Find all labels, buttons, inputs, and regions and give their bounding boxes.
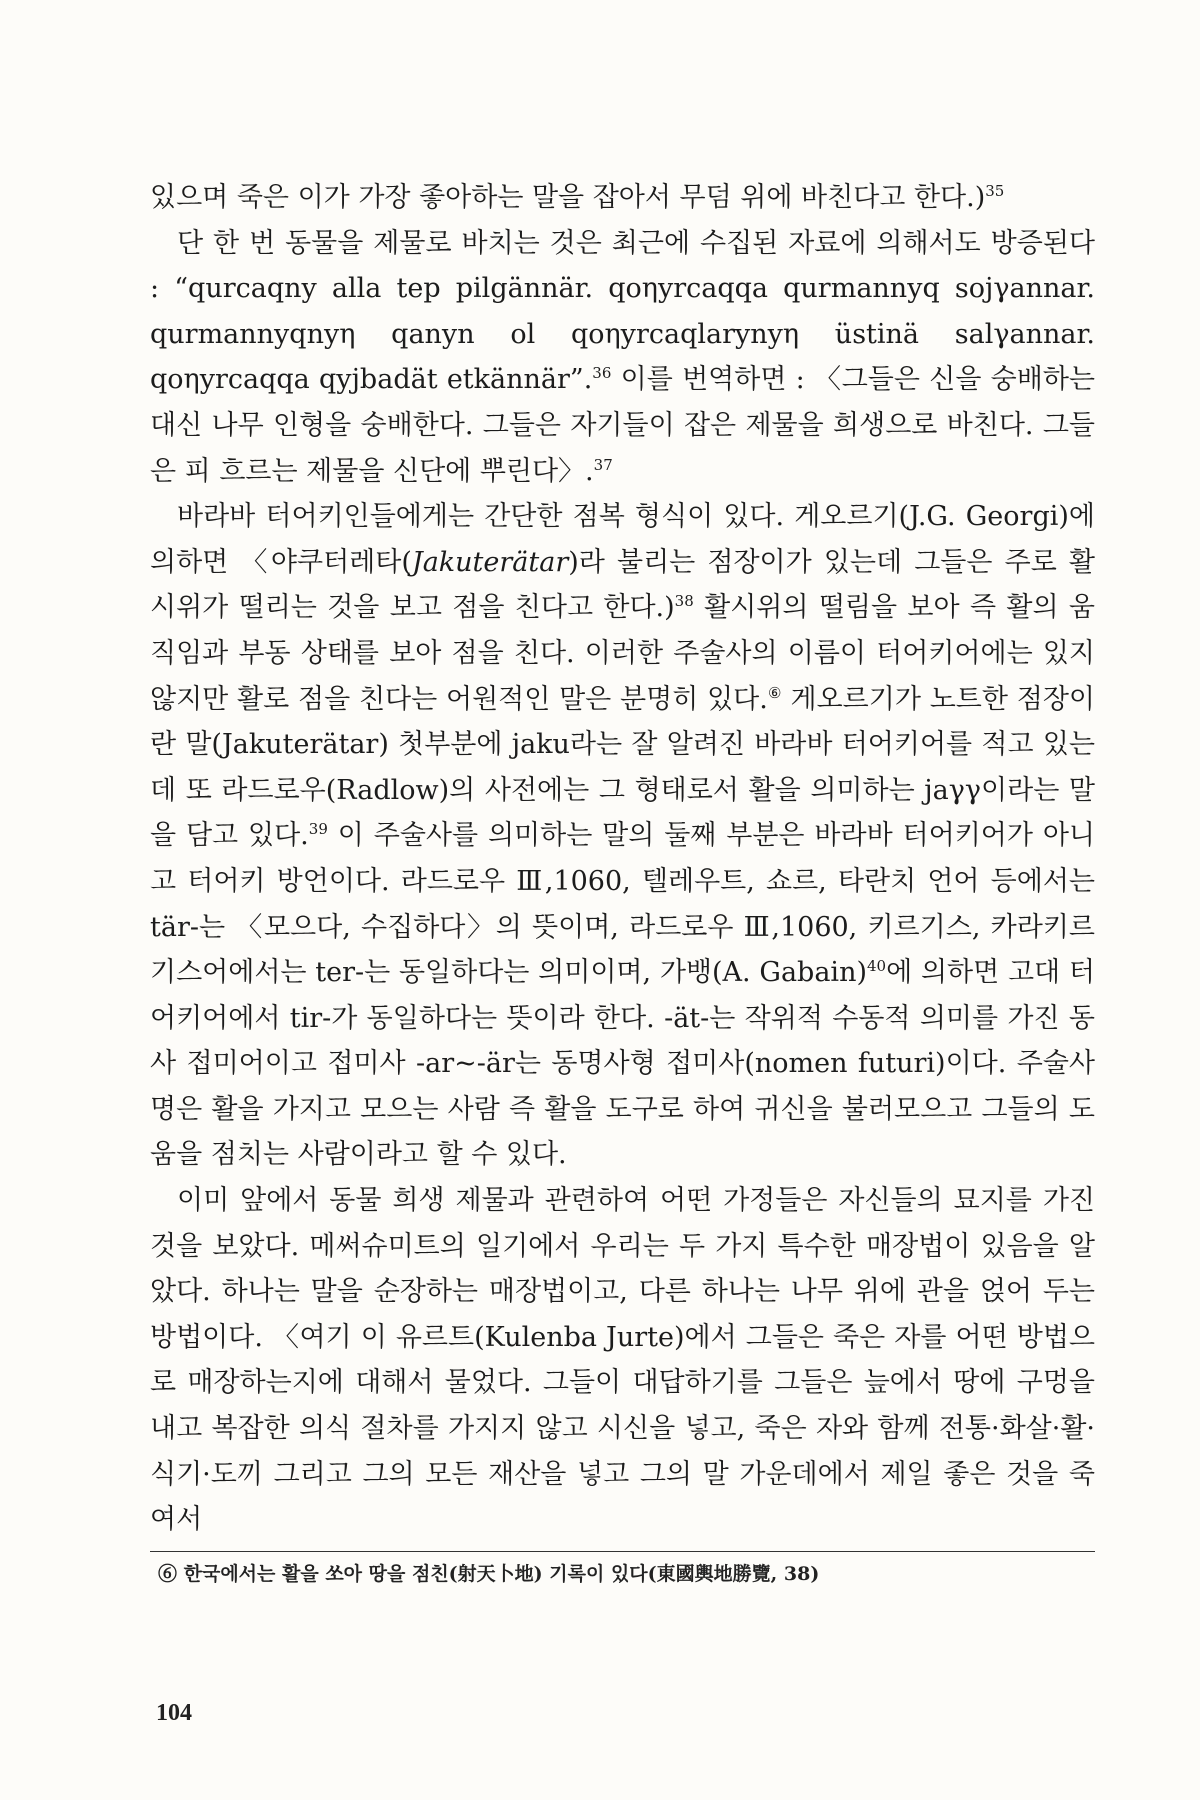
footnote-reference: 37 xyxy=(593,455,613,474)
text-run: 있으며 죽은 이가 가장 좋아하는 말을 잡아서 무덤 위에 바친다고 한다.) xyxy=(150,182,986,213)
paragraph xyxy=(150,175,1095,221)
footnote-divider xyxy=(150,1551,1095,1552)
text-run: )라 불리는 점장이가 있는데 그들은 주로 활 시위가 떨리는 것을 보고 점을 친다고 한다.) xyxy=(150,546,1095,624)
text-run: 이미 앞에서 동물 희생 제물과 관련하여 어떤 가정들은 자신들의 묘지를 가진 것을 보았다. 메써슈미트의 일기에서 우리는 두 가지 특수한 매장법이 있음을 알았다. 하나는 말을 순장하는 매장법이고, 다른 하나는 나무 위에 관을 얹어 두는 방법이다. 〈여기 이 유르트(Kulenba Jurte)에서 그들은 죽은 자를 어떤 방법으로 매장하는지에 대해서 물었다. 그들이 대답하기를 그들은 늪에서 땅에 구멍을 내고 복잡한 의식 절차를 가지지 않고 시신을 넣고, 죽은 자와 함께 전통·화살·활·식기·도끼 그리고 그의 모든 재산을 넣고 그의 말 가운데에서 제일 좋은 것을 죽여서 xyxy=(150,1185,1095,1536)
footnote-reference: ⑥ xyxy=(767,683,782,702)
text-run: 이를 번역하면 : 〈그들은 신을 숭배하는 대신 나무 인형을 숭배한다. 그들은 자기들이 잡은 제물을 희생으로 바친다. 그들은 피 흐르는 제물을 신단에 뿌린다〉. xyxy=(150,364,1095,487)
footnote-reference: 38 xyxy=(674,592,694,611)
text-run: 활시위의 떨림을 보아 즉 활의 움직임과 부동 상태를 보아 점을 친다. 이러한 주술사의 이름이 터어키어에는 있지 않지만 활로 점을 친다는 어원적인 말은 분명히 있다. xyxy=(150,592,1095,715)
footnote-reference: 39 xyxy=(308,820,328,839)
page-body xyxy=(150,175,1095,1588)
text-run: 게오르기가 노트한 점장이란 말(Jakuterätar) 첫부분에 jaku라는 잘 알려진 바라바 터어키어를 적고 있는데 또 라드로우(Radlow)의 사전에는 그 형태로서 활을 의미하는 jaγγ이라는 말을 담고 있다. xyxy=(150,683,1095,852)
text-run: 이 주술사를 의미하는 말의 둘째 부분은 바라바 터어키어가 아니고 터어키 방언이다. 라드로우 Ⅲ,1060, 텔레우트, 쇼르, 타란치 언어 등에서는 tär-는 〈모으다, 수집하다〉의 뜻이며, 라드로우 Ⅲ,1060, 키르기스, 카라키르기스어에서는 ter-는 동일하다는 의미이며, 가뱅(A. Gabain) xyxy=(150,820,1095,989)
text-run: 단 한 번 동물을 제물로 바치는 것은 최근에 수집된 자료에 의해서도 방증된다 : “qurcaqny alla tep pilgännär. qoηyrcaqqa qurmannyq sojγannar. qurmannyqnyη qanyn ol qoηyrcaqlarynyη üstinä salγannar. qoηyrcaqqa qyjbadät etkännär”. xyxy=(150,227,1095,396)
italic-term: Jakuterätar xyxy=(411,546,569,578)
footnote-reference: 36 xyxy=(592,364,612,383)
footnote-reference: 40 xyxy=(867,957,887,976)
page-number: 104 xyxy=(156,1700,192,1726)
footnote: ⑥ 한국에서는 활을 쏘아 땅을 점친(射天卜地) 기록이 있다(東國輿地勝覽, 38) xyxy=(158,1562,820,1585)
footnote-reference: 35 xyxy=(985,182,1005,200)
paragraph xyxy=(150,1178,1095,1543)
paragraph xyxy=(150,494,1095,1178)
paragraph xyxy=(150,221,1095,495)
text-run: 바라바 터어키인들에게는 간단한 점복 형식이 있다. 게오르기(J.G. Georgi)에 의하면 〈야쿠터레타( xyxy=(150,501,1095,578)
text-run: 에 의하면 고대 터어키어에서 tir-가 동일하다는 뜻이라 한다. -ät-는 작위적 수동적 의미를 가진 동사 접미어이고 접미사 -ar~-är는 동명사형 접미사(nomen futuri)이다. 주술사명은 활을 가지고 모으는 사람 즉 활을 도구로 하여 귀신을 불러모으고 그들의 도움을 점치는 사람이라고 할 수 있다. xyxy=(150,957,1095,1171)
